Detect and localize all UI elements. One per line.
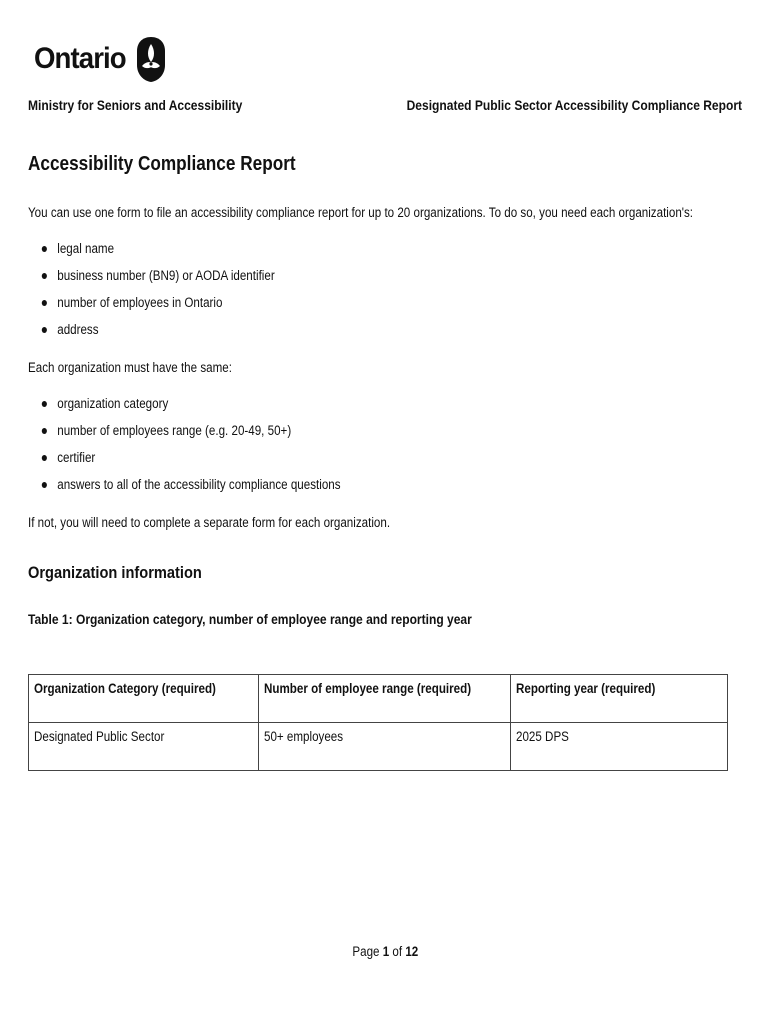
of-word: of [392,944,402,959]
list-item: address [40,316,630,343]
list-item: answers to all of the accessibility compliance questions [40,471,630,498]
ministry-name: Ministry for Seniors and Accessibility [28,97,243,113]
page-title: Accessibility Compliance Report [28,153,296,175]
ontario-logo [34,34,166,84]
list-item: legal name [40,235,630,262]
report-name: Designated Public Sector Accessibility Compliance Report [406,97,742,113]
same-items-list [28,390,630,498]
table-header-cell: Reporting year (required) [511,675,728,723]
organization-table [28,674,728,771]
required-items-list [28,235,630,343]
logo-wordmark: Ontario [34,42,126,75]
page-number: 1 [382,944,389,959]
table-row [29,723,728,771]
page-word: Page [352,944,380,959]
table-cell: 50+ employees [259,723,511,771]
page-indicator [352,944,418,959]
table-header-cell: Number of employee range (required) [259,675,511,723]
list-item: number of employees range (e.g. 20-49, 50+) [40,417,630,444]
list-item: certifier [40,444,630,471]
main-content [28,150,728,629]
page-total: 12 [405,944,418,959]
trillium-icon [136,35,166,83]
table-caption: Table 1: Organization category, number of employee range and reporting year [28,611,472,627]
page-footer [0,944,770,959]
table-header-cell: Organization Category (required) [29,675,259,723]
separate-form-note: If not, you will need to complete a separate form for each organization. [28,515,391,530]
intro-paragraph: You can use one form to file an accessibility compliance report for up to 20 organizations. To do so, you need each organization's: [28,205,694,220]
same-intro-paragraph: Each organization must have the same: [28,360,232,375]
list-item: number of employees in Ontario [40,289,630,316]
table-cell: Designated Public Sector [29,723,259,771]
list-item: organization category [40,390,630,417]
table-cell: 2025 DPS [511,723,728,771]
section-heading: Organization information [28,563,202,582]
table-header-row [29,675,728,723]
list-item: business number (BN9) or AODA identifier [40,262,630,289]
